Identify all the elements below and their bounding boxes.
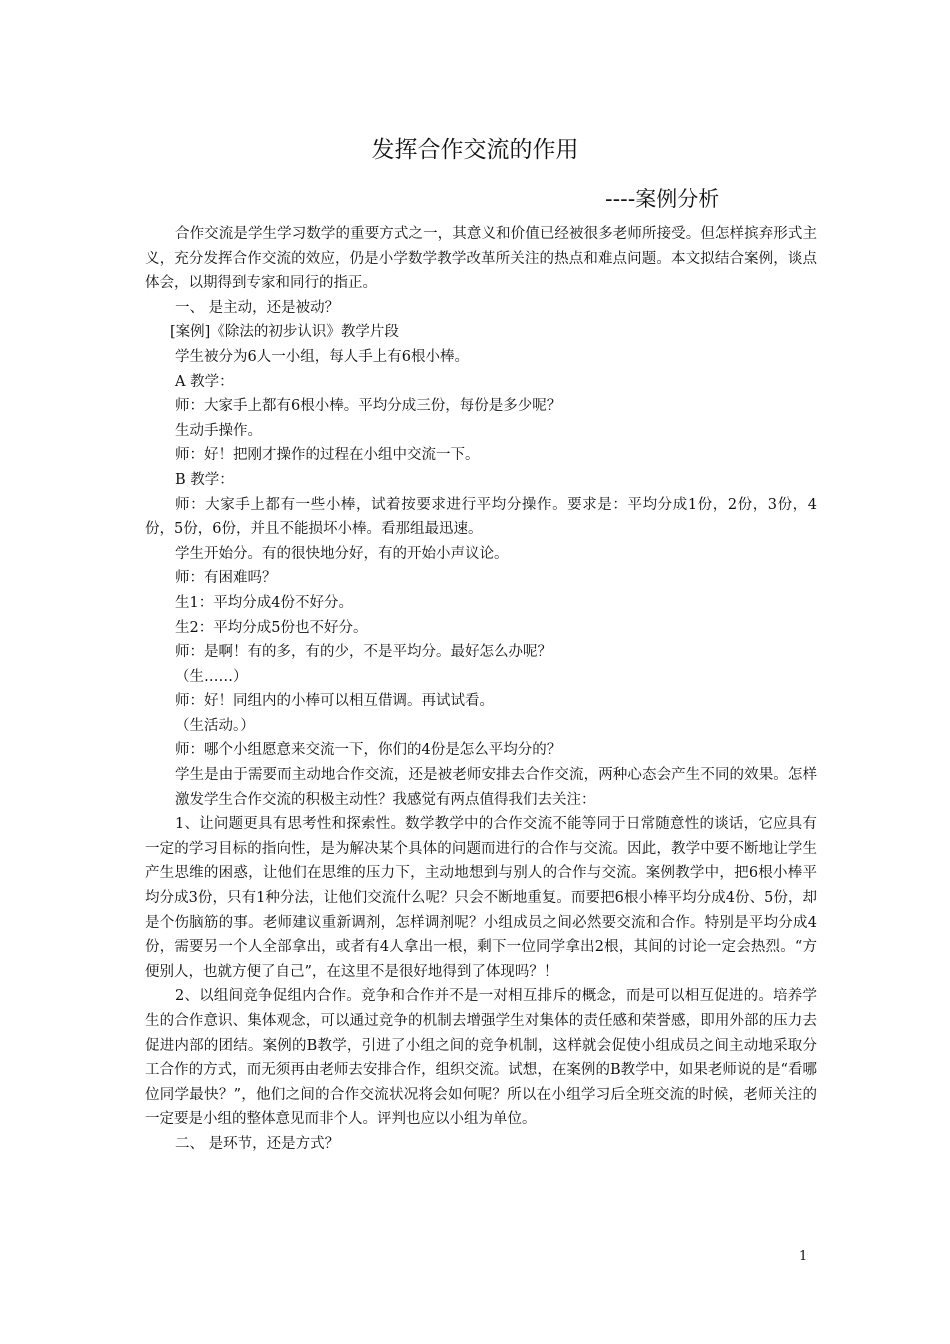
section-heading-2: 二、 是环节，还是方式？ — [175, 1135, 340, 1152]
case-line: 师：好！把刚才操作的过程在小组中交流一下。 — [175, 447, 480, 464]
case-line: 生动手操作。 — [175, 422, 262, 439]
case-line: B 教学： — [175, 471, 234, 488]
point-1-paragraph: 1、让问题更具有思考性和探索性。数学教学中的合作交流不能等同于日常随意性的谈话，它应具有一定的学习目标的指向性，是为解决某个具体的问题而进行的合作与交流。因此，教学中要不断地让学生产生思维的困惑，让他们在思维的压力下，主动地想到与别人的合作与交流。案例教学中，把6根小棒平均分成3份，只有1种分法，让他们交流什么呢？只会不断地重复。而要把6根小棒平均分成4份、5份，却是个伤脑筋的事。老师建议重新调剂，怎样调剂呢？小组成员之间必然要交流和合作。特别是平均分成4份，需要另一个人全部拿出，或者有4人拿出一根，剩下一位同学拿出2根，其间的讨论一定会热烈。“方便别人，也就方便了自己”，在这里不是很好地得到了体现吗？！ — [145, 816, 817, 980]
case-line: 学生开始分。有的很快地分好，有的开始小声议论。 — [175, 545, 509, 562]
case-line: 师：大家手上都有6根小棒。平均分成三份，每份是多少呢？ — [175, 398, 562, 415]
case-line: 生1：平均分成4份不好分。 — [175, 594, 353, 611]
page-number: 1 — [799, 1249, 808, 1264]
case-line: 师：哪个小组愿意来交流一下，你们的4份是怎么平均分的？ — [175, 742, 562, 759]
case-line: 学生被分为6人一小组，每人手上有6根小棒。 — [175, 348, 469, 365]
document-title: 发挥合作交流的作用 — [371, 137, 579, 163]
document-body — [145, 222, 817, 1157]
intro-paragraph: 合作交流是学生学习数学的重要方式之一，其意义和价值已经被很多老师所接受。但怎样摈弃形式主义，充分发挥合作交流的效应，仍是小学数学教学改革所关注的热点和难点问题。本文拟结合案例，谈点体会，以期得到专家和同行的指正。 — [145, 226, 817, 292]
section-heading-1: 一、 是主动，还是被动？ — [175, 299, 340, 316]
case-line: 师：有困难吗？ — [175, 570, 277, 587]
case-line: 师：大家手上都有一些小棒，试着按要求进行平均分操作。要求是：平均分成1份，2份，3份，4份，5份，6份，并且不能损坏小棒。看那组最迅速。 — [145, 496, 817, 538]
case-line: 生2：平均分成5份也不好分。 — [175, 619, 368, 636]
case-heading: [案例]《除法的初步认识》教学片段 — [170, 324, 399, 341]
case-line: （生活动。） — [175, 717, 255, 734]
analysis-paragraph: 学生是由于需要而主动地合作交流，还是被老师安排去合作交流，两种心态会产生不同的效果。怎样激发学生合作交流的积极主动性？我感觉有两点值得我们去关注： — [175, 767, 817, 808]
case-line: 师：是啊！有的多，有的少，不是平均分。最好怎么办呢？ — [175, 644, 552, 661]
case-line: A 教学： — [175, 373, 234, 390]
case-line: 师：好！同组内的小棒可以相互借调。再试试看。 — [175, 693, 494, 710]
case-line: （生……） — [175, 668, 248, 685]
document-subtitle: ----案例分析 — [605, 187, 720, 211]
point-2-paragraph: 2、以组间竞争促组内合作。竞争和合作并不是一对相互排斥的概念，而是可以相互促进的。培养学生的合作意识、集体观念，可以通过竞争的机制去增强学生对集体的责任感和荣誉感，即用外部的压力去促进内部的团结。案例的B教学，引进了小组之间的竞争机制，这样就会促使小组成员之间主动地采取分工合作的方式，而无须再由老师去安排合作，组织交流。试想，在案例的B教学中，如果老师说的是“看哪位同学最快？”，他们之间的合作交流状况将会如何呢？所以在小组学习后全班交流的时候，老师关注的一定要是小组的整体意见而非个人。评判也应以小组为单位。 — [145, 988, 817, 1128]
